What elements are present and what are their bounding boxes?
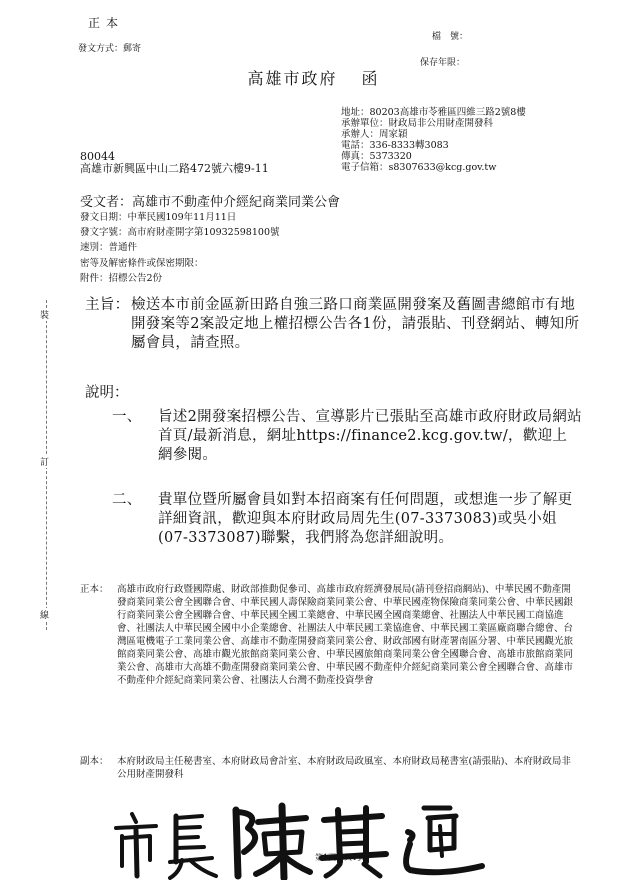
send-method: 發文方式：郵寄 [78,44,142,54]
handling-person: 承辦人：周家穎 [341,129,408,140]
page-number: 第1頁 共1頁 [315,853,366,862]
original-copy-mark: 正本 [88,16,125,30]
explanation-item [112,491,582,548]
mayor-signature [110,800,490,880]
original-recipients [80,583,580,687]
subject-label: 主旨： [85,297,130,313]
copy-recipients-list: 本府財政局主任秘書室、本府財政局會計室、本府財政局政風室、本府財政局秘書室(請張貼)、本府財政局非公用財產開發科 [117,756,571,780]
binding-mark-3: 線 [40,608,49,621]
handling-unit: 承辦單位：財政局非公用財產開發科 [341,118,494,129]
original-recipients-list: 高雄市政府行政暨國際處、財政部推動促參司、高雄市政府經濟發展局(請刊登招商網站)、中華民國不動產開發商業同業公會全國聯合會、中華民國人壽保險商業同業公會、中華民國產物保險商業同業公會、中華民國銀行商業同業公會全國聯合會、中華民國全國工業總會、中華民國全國商業總會、社團法人中華民國工商協進會、社團法人中華民國全國中小企業總會、社團法人中華民國工業協進會、中華民國工業區廠商聯合總會、台灣區電機電子工業同業公會、高雄市不動產開發商業同業公會、財政部國有財產署南區分署、中華民國觀光旅館商業同業公會、高雄市觀光旅館商業同業公會、中華民國旅館商業同業公會全國聯合會、高雄市旅館商業同業公會、高雄市大高雄不動產開發商業同業公會、中華民國不動產仲介經紀商業同業公會全國聯合會、高雄市不動產仲介經紀商業同業公會、社團法人台灣不動產投資學會 [117,584,574,686]
secrecy-level: 密等及解密條件或保密期限： [80,258,204,269]
sender-email: 電子信箱：s8307633@kcg.gov.tw [341,162,497,173]
item-text: 旨述2開發案招標公告、宣導影片已張貼至高雄市政府財政局網站首頁/最新消息，網址https://finance2.kcg.gov.tw/，歡迎上網參閱。 [158,409,582,463]
attachment: 附件：招標公告2份 [80,273,163,284]
document-kind: 函 [361,69,380,88]
item-number: 一、 [112,409,142,425]
sender-phone: 電話：336-8333轉3083 [341,140,449,151]
item-number: 二、 [112,492,142,508]
explanation-label: 說明： [85,385,129,401]
file-number-label: 檔 號： [432,32,469,42]
recipient-address: 高雄市新興區中山二路472號六樓9-11 [80,162,269,175]
issuing-organization: 高雄市政府 [247,69,338,88]
subject-section [85,296,585,353]
copy-recipients [80,755,580,781]
recipient-postal-code: 80044 [80,150,115,163]
explanation-item [112,408,582,465]
binding-mark-1: 裝 [40,308,49,321]
item-text: 貴單位暨所屬會員如對本招商案有任何問題，或想進一步了解更詳細資訊，歡迎與本府財政局周先生(07-3373083)或吳小姐(07-3373087)聯繫，我們將為您詳細說明。 [158,492,573,546]
copy-recipients-label: 副本： [80,756,109,767]
delivery-speed: 速別：普通件 [80,242,138,253]
binding-line [40,300,54,630]
addressee: 受文者：高雄市不動產仲介經紀商業同業公會 [80,195,341,210]
document-number: 發文字號：高市府財產開字第10932598100號 [80,227,280,238]
sender-info [341,107,526,173]
original-recipients-label: 正本： [80,584,109,595]
binding-mark-2: 訂 [40,455,49,468]
retention-period-label: 保存年限： [420,58,466,68]
document-title [0,66,627,89]
issue-date: 發文日期：中華民國109年11月11日 [80,212,237,223]
sender-address: 地址：80203高雄市苓雅區四維三路2號8樓 [341,107,526,118]
subject-text: 檢送本市前金區新田路自強三路口商業區開發案及舊圖書總館市有地開發案等2案設定地上權招標公告各1份，請張貼、刊登網站、轉知所屬會員，請查照。 [131,297,580,351]
sender-fax: 傳真：5373320 [341,151,412,162]
